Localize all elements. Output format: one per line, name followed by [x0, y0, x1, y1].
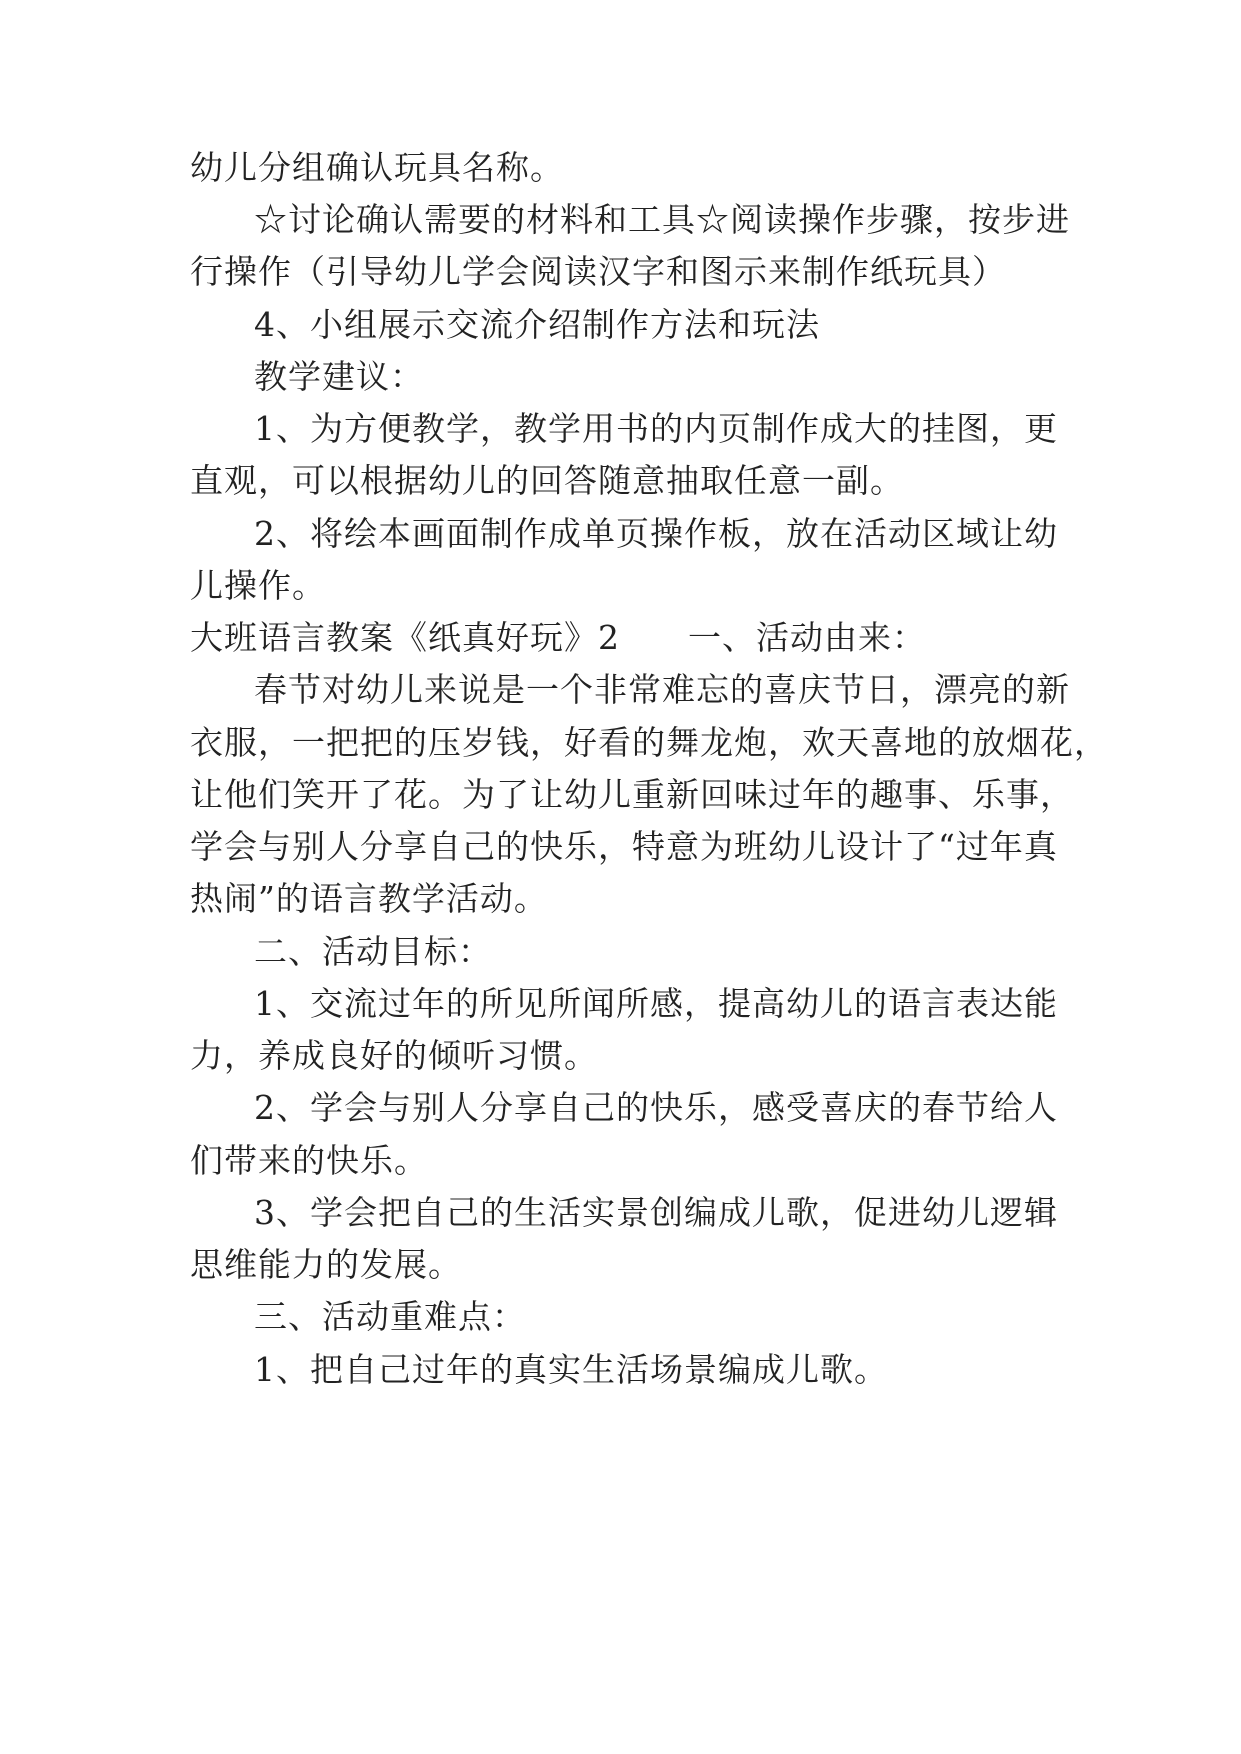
paragraph-line: 春节对幼儿来说是一个非常难忘的喜庆节日，漂亮的新: [254, 670, 1070, 709]
paragraph-line: 直观，可以根据幼儿的回答随意抽取任意一副。: [190, 461, 904, 500]
paragraph-line: 学会与别人分享自己的快乐，特意为班幼儿设计了“过年真: [190, 827, 1058, 866]
paragraph-line: 1、交流过年的所见所闻所感，提高幼儿的语言表达能: [254, 984, 1058, 1023]
paragraph-line: 3、学会把自己的生活实景创编成儿歌，促进幼儿逻辑: [254, 1193, 1058, 1232]
paragraph-line: 幼儿分组确认玩具名称。: [190, 148, 564, 187]
section-heading: 一、活动由来：: [688, 618, 926, 657]
paragraph-line: 让他们笑开了花。为了让幼儿重新回味过年的趣事、乐事，: [190, 775, 1074, 814]
paragraph-line: 热闹”的语言教学活动。: [190, 879, 548, 918]
lesson-heading: [190, 618, 1060, 658]
paragraph-line: 4、小组展示交流介绍制作方法和玩法: [254, 305, 820, 344]
paragraph-line: 1、把自己过年的真实生活场景编成儿歌。: [254, 1350, 888, 1389]
paragraph-line: 1、为方便教学，教学用书的内页制作成大的挂图，更: [254, 409, 1058, 448]
lesson-title: 大班语言教案《纸真好玩》2: [190, 618, 620, 657]
section-heading: 三、活动重难点：: [254, 1297, 526, 1336]
paragraph-line: 行操作（引导幼儿学会阅读汉字和图示来制作纸玩具）: [190, 252, 1006, 291]
paragraph-line: 衣服，一把把的压岁钱，好看的舞龙炮，欢天喜地的放烟花，: [190, 723, 1108, 762]
paragraph-line: 力，养成良好的倾听习惯。: [190, 1036, 598, 1075]
paragraph-line: 2、学会与别人分享自己的快乐，感受喜庆的春节给人: [254, 1088, 1058, 1127]
paragraph-line: ☆讨论确认需要的材料和工具☆阅读操作步骤，按步进: [254, 200, 1070, 239]
paragraph-line: 们带来的快乐。: [190, 1141, 428, 1180]
section-heading: 二、活动目标：: [254, 932, 492, 971]
paragraph-line: 2、将绘本画面制作成单页操作板，放在活动区域让幼: [254, 514, 1058, 553]
paragraph-line: 儿操作。: [190, 566, 326, 605]
paragraph-line: 思维能力的发展。: [190, 1245, 462, 1284]
section-label: 教学建议：: [254, 357, 424, 396]
